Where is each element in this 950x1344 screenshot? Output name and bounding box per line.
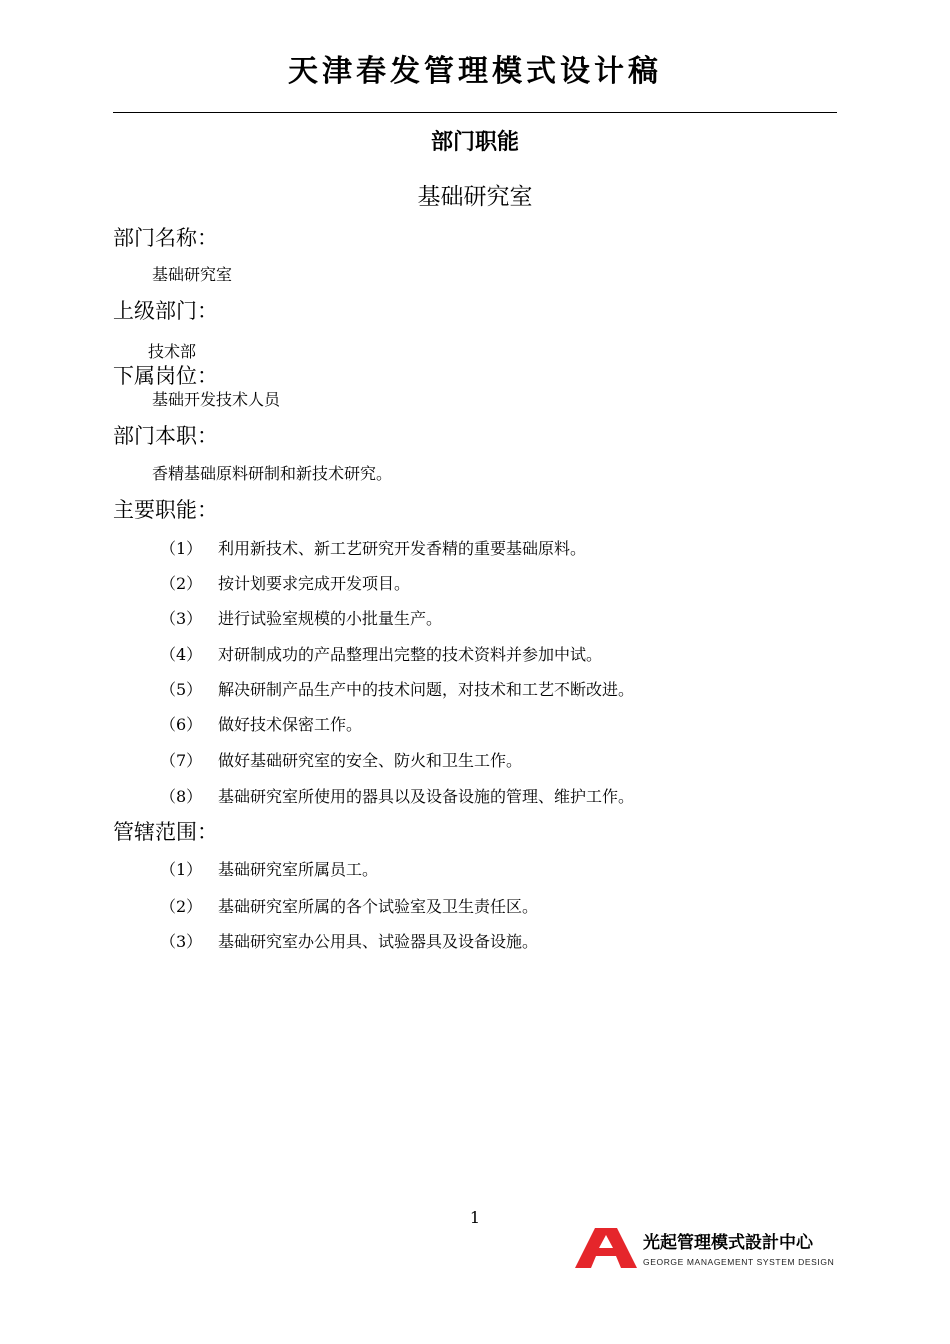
- item-text: 做好技术保密工作。: [218, 715, 363, 734]
- item-number: （4）: [160, 645, 203, 664]
- item-number: （1）: [160, 539, 203, 558]
- item-number: （2）: [160, 574, 203, 593]
- document-title: 天津春发管理模式设计稿: [288, 54, 662, 89]
- page-number: 1: [469, 1208, 481, 1227]
- logo-subtitle: GEORGE MANAGEMENT SYSTEM DESIGN: [643, 1257, 835, 1267]
- subordinate-value: 基础开发技术人员: [152, 390, 281, 409]
- item-number: （7）: [160, 751, 203, 770]
- item-number: （5）: [160, 680, 203, 699]
- item-text: 对研制成功的产品整理出完整的技术资料并参加中试。: [218, 645, 603, 664]
- functions-heading: 主要职能：: [113, 498, 218, 522]
- item-text: 基础研究室所属的各个试验室及卫生责任区。: [218, 897, 539, 916]
- item-text: 基础研究室办公用具、试验器具及设备设施。: [218, 932, 539, 951]
- department-title: 基础研究室: [417, 184, 533, 210]
- duty-value: 香精基础原料研制和新技术研究。: [152, 464, 393, 483]
- item-text: 做好基础研究室的安全、防火和卫生工作。: [218, 751, 523, 770]
- superior-value: 技术部: [148, 342, 197, 361]
- item-text: 利用新技术、新工艺研究开发香精的重要基础原料。: [218, 539, 587, 558]
- item-text: 基础研究室所属员工。: [218, 860, 379, 879]
- subordinate-heading: 下属岗位：: [113, 364, 218, 388]
- item-number: （3）: [160, 932, 203, 951]
- item-number: （6）: [160, 715, 203, 734]
- item-number: （2）: [160, 897, 203, 916]
- dept-name-value: 基础研究室: [152, 265, 233, 284]
- scope-heading: 管辖范围：: [113, 820, 218, 844]
- logo-name: 光起管理模式設計中心: [643, 1233, 813, 1253]
- item-text: 按计划要求完成开发项目。: [218, 574, 411, 593]
- item-number: （8）: [160, 787, 203, 806]
- section-title: 部门职能: [430, 130, 519, 155]
- logo-a-icon: [575, 1228, 637, 1268]
- title-divider: [113, 112, 837, 113]
- item-number: （3）: [160, 609, 203, 628]
- duty-heading: 部门本职：: [113, 424, 218, 448]
- dept-name-heading: 部门名称：: [113, 226, 218, 250]
- item-number: （1）: [160, 860, 203, 879]
- item-text: 解决研制产品生产中的技术问题，对技术和工艺不断改进。: [218, 680, 635, 699]
- superior-heading: 上级部门：: [113, 299, 218, 323]
- item-text: 基础研究室所使用的器具以及设备设施的管理、维护工作。: [218, 787, 635, 806]
- item-text: 进行试验室规模的小批量生产。: [218, 609, 443, 628]
- company-logo: [575, 1228, 840, 1272]
